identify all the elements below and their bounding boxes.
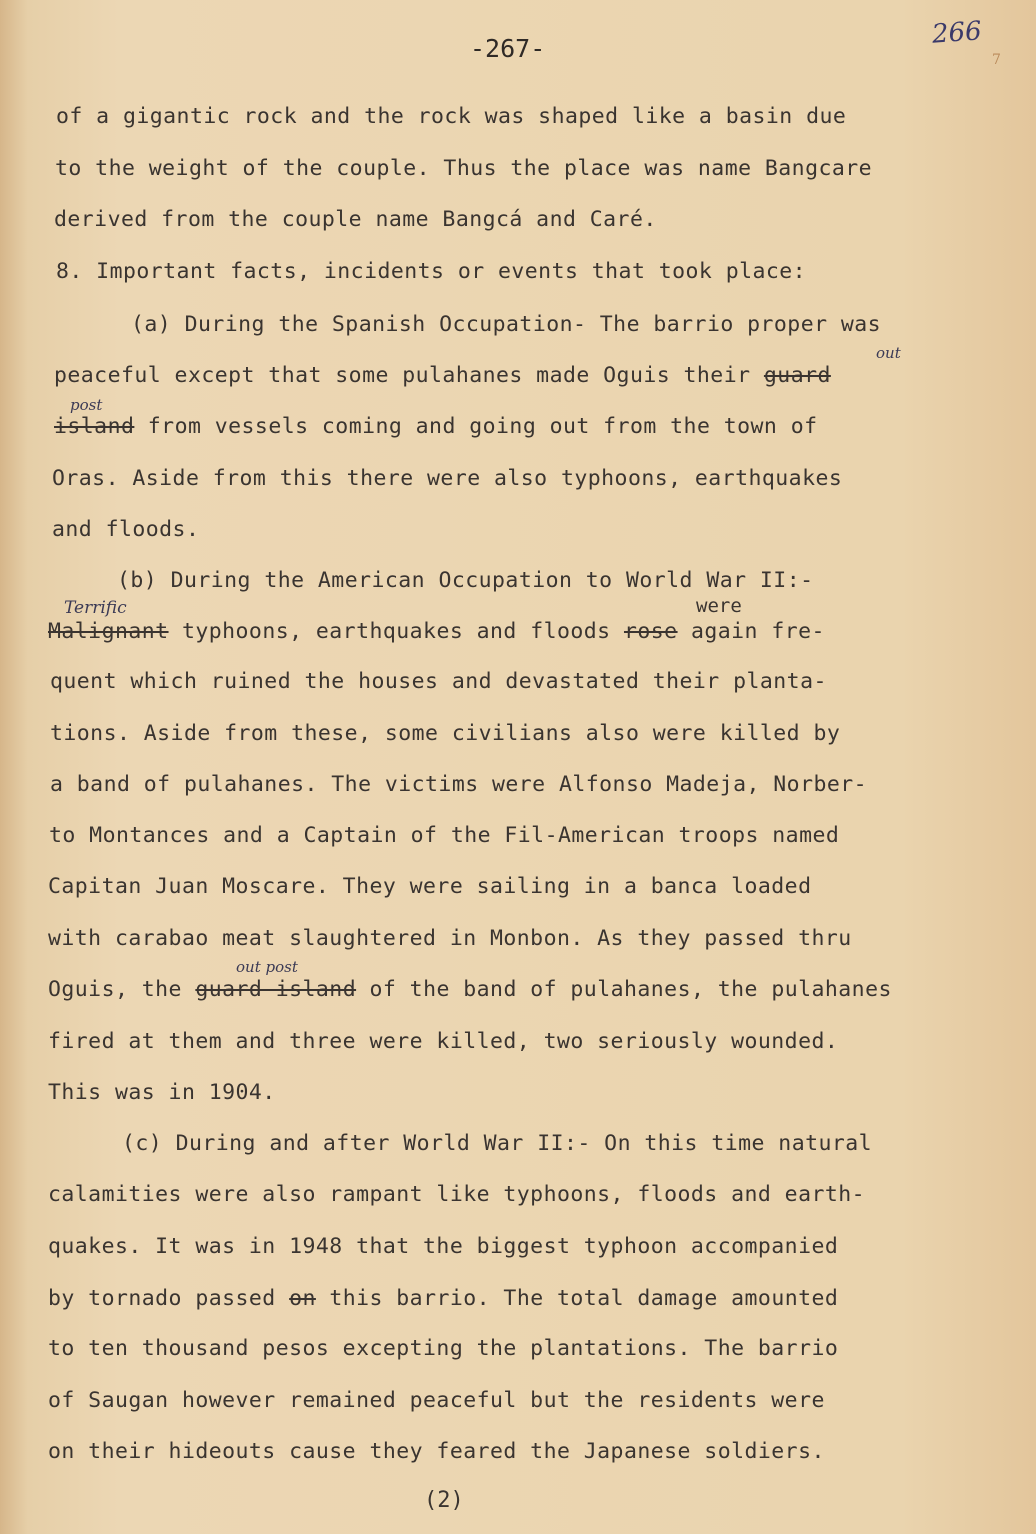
text-line: Capitan Juan Moscare. They were sailing in a banca loaded — [48, 874, 812, 899]
text-line: derived from the couple name Bangcá and Caré. — [54, 207, 657, 232]
text-line: tions. Aside from these, some civilians also were killed by — [50, 721, 841, 746]
text-line — [48, 1286, 838, 1311]
text-segment: from vessels coming and going out from the town of — [147, 414, 818, 439]
text-line: and floods. — [52, 517, 200, 542]
handwritten-page-stamp: 266 — [931, 16, 983, 50]
text-line: fired at them and three were killed, two seriously wounded. — [48, 1029, 839, 1054]
text-line: to ten thousand pesos excepting the plantations. The barrio — [48, 1336, 839, 1361]
handwritten-correction: out post — [236, 958, 298, 976]
struck-word: island — [54, 414, 135, 439]
text-line: calamities were also rampant like typhoons, floods and earth- — [48, 1182, 866, 1207]
text-segment: Oguis, the — [48, 977, 182, 1002]
struck-word: guard — [763, 363, 831, 388]
text-line: This was in 1904. — [48, 1080, 276, 1105]
text-line — [48, 977, 892, 1002]
text-line: quent which ruined the houses and devastated their planta- — [50, 669, 827, 694]
text-line — [54, 414, 818, 439]
text-segment: again fre- — [690, 619, 825, 644]
text-line: (c) During and after World War II:- On this time natural — [122, 1131, 873, 1156]
text-line: of Saugan however remained peaceful but the residents were — [48, 1388, 825, 1413]
text-line: Oras. Aside from this there were also typhoons, earthquakes — [52, 466, 843, 491]
text-segment: typhoons, earthquakes and floods — [181, 619, 611, 644]
text-line: a band of pulahanes. The victims were Alfonso Madeja, Norber- — [50, 772, 868, 797]
text-line: to Montances and a Captain of the Fil-American troops named — [49, 823, 840, 848]
text-segment: peaceful except that some pulahanes made Oguis their — [54, 363, 751, 388]
text-line — [48, 619, 825, 644]
struck-word: on — [289, 1286, 316, 1311]
text-line: on their hideouts cause they feared the Japanese soldiers. — [48, 1439, 825, 1464]
footer-page-label: (2) — [424, 1488, 464, 1513]
text-line: quakes. It was in 1948 that the biggest typhoon accompanied — [48, 1234, 839, 1259]
handwritten-correction: out — [876, 344, 901, 362]
handwritten-correction: Terrific — [64, 598, 127, 618]
text-segment: by tornado passed — [48, 1286, 276, 1311]
struck-word: rose — [623, 619, 678, 644]
text-line: with carabao meat slaughtered in Monbon. As they passed thru — [48, 926, 852, 951]
handwritten-correction: post — [70, 396, 103, 414]
section-heading: 8. Important facts, incidents or events that took place: — [56, 259, 807, 284]
struck-word: guard island — [195, 977, 357, 1002]
typed-insertion: were — [696, 595, 742, 617]
text-line: to the weight of the couple. Thus the place was name Bangcare — [55, 156, 873, 181]
text-line: (b) During the American Occupation to World War II:- — [117, 568, 814, 593]
text-segment: of the band of pulahanes, the pulahanes — [369, 977, 892, 1002]
page-number: -267- — [470, 34, 546, 63]
text-line: of a gigantic rock and the rock was shaped like a basin due — [56, 104, 847, 129]
text-segment: this barrio. The total damage amounted — [329, 1286, 839, 1311]
text-line — [54, 363, 831, 388]
struck-word: Malignant — [48, 619, 169, 644]
text-line: (a) During the Spanish Occupation- The barrio proper was — [131, 312, 882, 337]
handwritten-mark: 7 — [992, 52, 1001, 68]
